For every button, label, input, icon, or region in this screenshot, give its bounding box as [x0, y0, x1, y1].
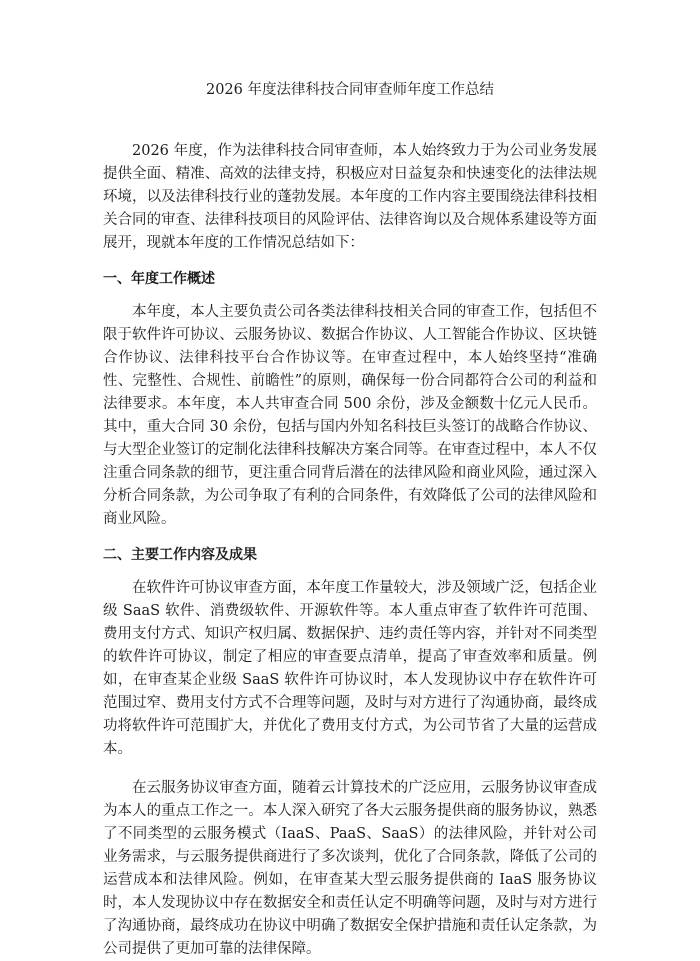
- intro-paragraph: 2026 年度，作为法律科技合同审查师，本人始终致力于为公司业务发展提供全面、精准、高效的法律支持，积极应对日益复杂和快速变化的法律法规环境，以及法律科技行业的蓬勃发展。本年度的工作内容主要围绕法律科技相关合同的审查、法律科技项目的风险评估、法律咨询以及合规体系建设等方面展开，现就本年度的工作情况总结如下：: [103, 143, 597, 251]
- section-heading-main-work: 二、主要工作内容及成果: [103, 547, 257, 563]
- cloud-service-paragraph: 在云服务协议审查方面，随着云计算技术的广泛应用，云服务协议审查成为本人的重点工作之一。本人深入研究了各大云服务提供商的服务协议，熟悉了不同类型的云服务模式（IaaS、PaaS、SaaS）的法律风险，并针对公司业务需求，与云服务提供商进行了多次谈判，优化了合同条款，降低了公司的运营成本和法律风险。例如，在审查某大型云服务提供商的 IaaS 服务协议时，本人发现协议中存在数据安全和责任认定不明确等问题，及时与对方进行了沟通协商，最终成功在协议中明确了数据安全保护措施和责任认定条款，为公司提供了更加可靠的法律保障。: [103, 780, 597, 957]
- section-heading-overview: 一、年度工作概述: [103, 271, 215, 287]
- document-page: [103, 0, 597, 961]
- overview-paragraph: 本年度，本人主要负责公司各类法律科技相关合同的审查工作，包括但不限于软件许可协议、云服务协议、数据合作协议、人工智能合作协议、区块链合作协议、法律科技平台合作协议等。在审查过程中，本人始终坚持“准确性、完整性、合规性、前瞻性”的原则，确保每一份合同都符合公司的利益和法律要求。本年度，本人共审查合同 500 余份，涉及金额数十亿元人民币。其中，重大合同 30 余份，包括与国内外知名科技巨头签订的战略合作协议、与大型企业签订的定制化法律科技解决方案合同等。在审查过程中，本人不仅注重合同条款的细节，更注重合同背后潜在的法律风险和商业风险，通过深入分析合同条款，为公司争取了有利的合同条件，有效降低了公司的法律风险和商业风险。: [103, 304, 597, 527]
- software-license-paragraph: 在软件许可协议审查方面，本年度工作量较大，涉及领域广泛，包括企业级 SaaS 软件、消费级软件、开源软件等。本人重点审查了软件许可范围、费用支付方式、知识产权归属、数据保护、违约责任等内容，并针对不同类型的软件许可协议，制定了相应的审查要点清单，提高了审查效率和质量。例如，在审查某企业级 SaaS 软件许可协议时，本人发现协议中存在软件许可范围过窄、费用支付方式不合理等问题，及时与对方进行了沟通协商，最终成功将软件许可范围扩大，并优化了费用支付方式，为公司节省了大量的运营成本。: [103, 580, 597, 757]
- document-title: 2026 年度法律科技合同审查师年度工作总结: [205, 82, 494, 98]
